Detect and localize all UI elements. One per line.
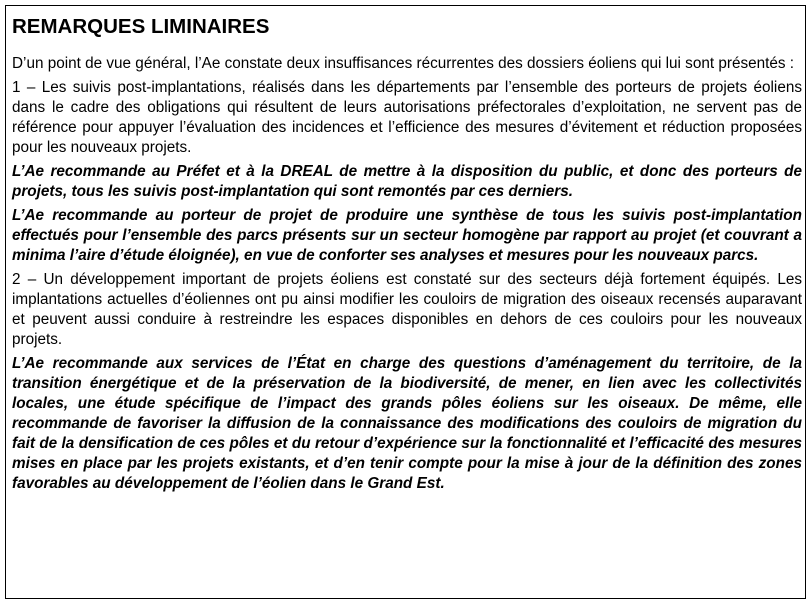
recommendation-2: L’Ae recommande au porteur de projet de produire une synthèse de tous les suivis post-implantation effectués pour l’ensemble des parcs présents sur un secteur homogène par rapport au projet (et couvrant a minima l’aire d’étude éloignée), en vue de conforter ses analyses et mesures pour les nouveaux parcs. bbox=[12, 207, 802, 264]
recommendation-3: L’Ae recommande aux services de l’État en charge des questions d’aménagement du territoire, de la transition énergétique et de la préservation de la biodiversité, de mener, en lien avec les collectivités locales, une étude spécifique de l’impact des grands pôles éoliens sur les oiseaux. De même, elle recommande de favoriser la diffusion de la connaissance des modifications des couloirs de migration du fait de la densification de ces pôles et du retour d’expérience sur la fonctionnalité et l’efficacité des mesures mises en place par les projets existants, et d’en tenir compte pour la mise à jour de la définition des zones favorables au développement de l’éolien dans le Grand Est. bbox=[12, 355, 802, 492]
point-1-paragraph: 1 – Les suivis post-implantations, réalisés dans les départements par l’ensemble des porteurs de projets éoliens dans le cadre des obligations qui résultent de leurs autorisations préfectorales d’exploitation, ne servent pas de référence pour appuyer l’évaluation des incidences et l’efficience des mesures d’évitement et réduction proposées pour les nouveaux projets. bbox=[12, 79, 802, 156]
remarks-box bbox=[5, 5, 806, 599]
intro-paragraph: D’un point de vue général, l’Ae constate deux insuffisances récurrentes des dossiers éoliens qui lui sont présentés : bbox=[12, 55, 795, 72]
point-2-paragraph: 2 – Un développement important de projets éoliens est constaté sur des secteurs déjà fortement équipés. Les implantations actuelles d’éoliennes ont pu ainsi modifier les couloirs de migration des oiseaux recensés auparavant et peuvent aussi conduire à restreindre les espaces disponibles en dehors de ces couloirs pour les nouveaux projets. bbox=[12, 271, 802, 348]
section-title: REMARQUES LIMINAIRES bbox=[12, 15, 270, 38]
recommendation-1: L’Ae recommande au Préfet et à la DREAL de mettre à la disposition du public, et donc des porteurs de projets, tous les suivis post-implantation qui sont remontés par ces derniers. bbox=[12, 163, 802, 200]
